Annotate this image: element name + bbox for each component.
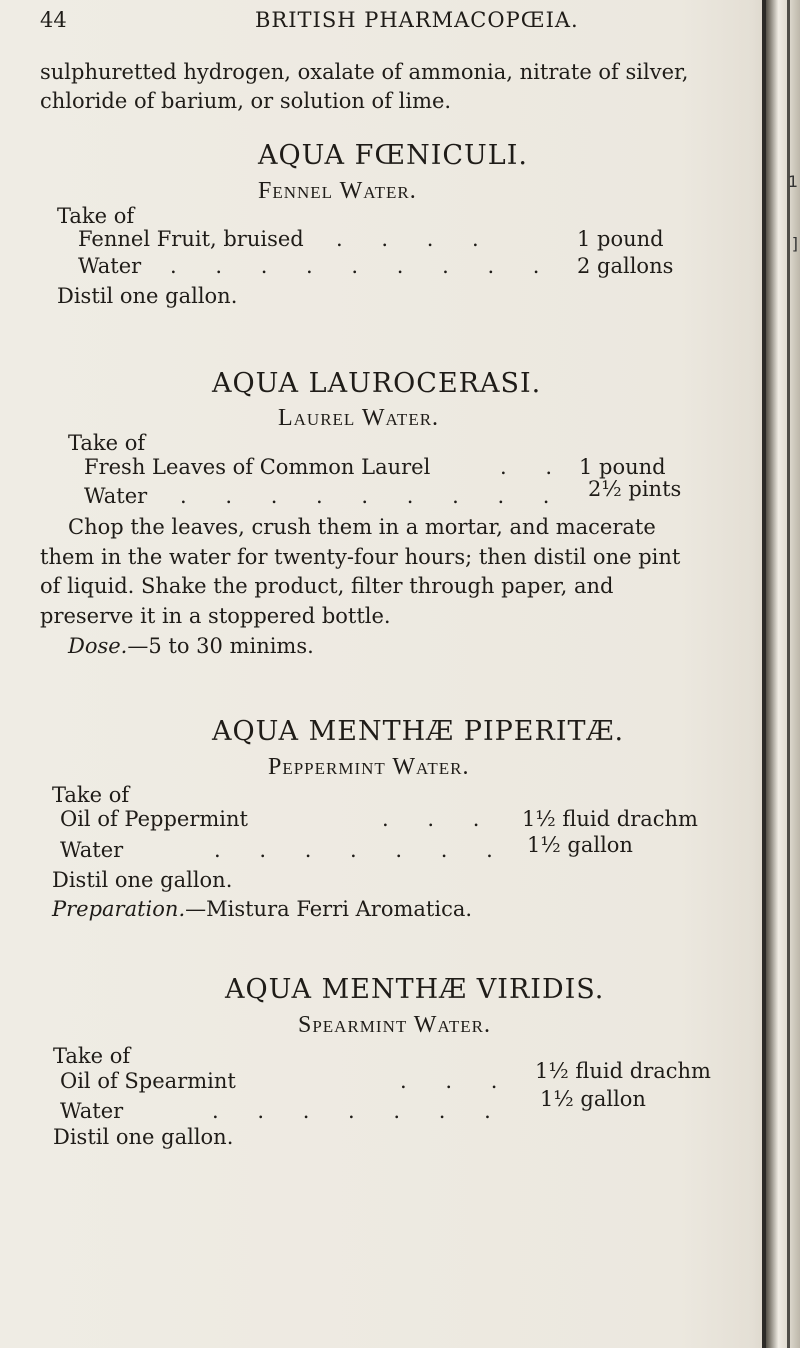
preparation-label: Preparation. xyxy=(52,897,186,921)
fennel-ingredient-1: Fennel Fruit, bruised xyxy=(78,227,304,251)
edge-mark-2: ] xyxy=(791,234,798,253)
peppermint-title: AQUA MENTHÆ PIPERITÆ. xyxy=(212,716,625,747)
laurel-instruction-2: them in the water for twenty-four hours; then distil one pint xyxy=(40,545,681,569)
peppermint-ingredient-1: Oil of Peppermint xyxy=(60,807,248,831)
spearmint-ingredient-2: Water xyxy=(60,1099,124,1123)
leader-dots: . . . xyxy=(382,807,496,831)
spearmint-ingredient-1: Oil of Spearmint xyxy=(60,1069,236,1093)
leader-dots: . . . . . . . xyxy=(214,838,509,862)
page-edge-line xyxy=(787,0,790,1348)
fennel-qty-2: 2 gallons xyxy=(577,254,674,278)
spearmint-take-of: Take of xyxy=(53,1044,131,1068)
page-edge-shadow xyxy=(764,0,800,1348)
leader-dots: . . . . xyxy=(336,227,495,251)
peppermint-ingredient-2: Water xyxy=(60,838,124,862)
laurel-ingredient-1: Fresh Leaves of Common Laurel xyxy=(84,455,431,479)
peppermint-qty-2: 1½ gallon xyxy=(527,833,633,857)
fennel-title: AQUA FŒNICULI. xyxy=(258,140,528,171)
spearmint-instruction: Distil one gallon. xyxy=(53,1125,234,1149)
laurel-ingredient-2: Water xyxy=(84,484,148,508)
dose-text: —5 to 30 minims. xyxy=(127,634,314,658)
running-head: BRITISH PHARMACOPŒIA. xyxy=(255,8,579,32)
laurel-instruction-3: of liquid. Shake the product, filter through paper, and xyxy=(40,574,614,598)
leader-dots: . . . xyxy=(400,1069,514,1093)
spearmint-qty-2: 1½ gallon xyxy=(540,1087,646,1111)
dose-label: Dose. xyxy=(68,634,128,658)
edge-mark-1: 1 xyxy=(787,172,798,191)
laurel-subtitle: Laurel Water. xyxy=(278,405,440,431)
peppermint-qty-1: 1½ fluid drachm xyxy=(522,807,698,831)
spearmint-title: AQUA MENTHÆ VIRIDIS. xyxy=(225,974,605,1005)
laurel-title: AQUA LAUROCERASI. xyxy=(212,368,542,399)
fennel-subtitle: Fennel Water. xyxy=(258,178,417,204)
peppermint-take-of: Take of xyxy=(52,783,130,807)
preparation-text: —Mistura Ferri Aromatica. xyxy=(185,897,473,921)
spearmint-qty-1: 1½ fluid drachm xyxy=(535,1059,711,1083)
fennel-instruction: Distil one gallon. xyxy=(57,284,238,308)
peppermint-subtitle: Peppermint Water. xyxy=(268,754,470,780)
leader-dots: . . . . . . . . . xyxy=(170,254,556,278)
intro-line-1: sulphuretted hydrogen, oxalate of ammonia, nitrate of silver, xyxy=(40,60,689,84)
fennel-take-of: Take of xyxy=(57,204,135,228)
fennel-qty-1: 1 pound xyxy=(577,227,664,251)
fennel-ingredient-2: Water xyxy=(78,254,142,278)
laurel-dose xyxy=(68,634,314,658)
laurel-instruction-1: Chop the leaves, crush them in a mortar, and macerate xyxy=(68,515,656,539)
laurel-qty-1: 1 pound xyxy=(579,455,666,479)
page-edge-line xyxy=(762,0,766,1348)
laurel-take-of: Take of xyxy=(68,431,146,455)
page-number: 44 xyxy=(40,8,67,32)
leader-dots: . . xyxy=(500,455,569,479)
leader-dots: . . . . . . . . . xyxy=(180,484,566,508)
spearmint-subtitle: Spearmint Water. xyxy=(298,1012,491,1038)
intro-line-2: chloride of barium, or solution of lime. xyxy=(40,89,452,113)
peppermint-preparation xyxy=(52,897,472,921)
laurel-qty-2: 2½ pints xyxy=(588,477,682,501)
leader-dots: . . . . . . . xyxy=(212,1099,507,1123)
peppermint-instruction: Distil one gallon. xyxy=(52,868,233,892)
laurel-instruction-4: preserve it in a stoppered bottle. xyxy=(40,604,391,628)
